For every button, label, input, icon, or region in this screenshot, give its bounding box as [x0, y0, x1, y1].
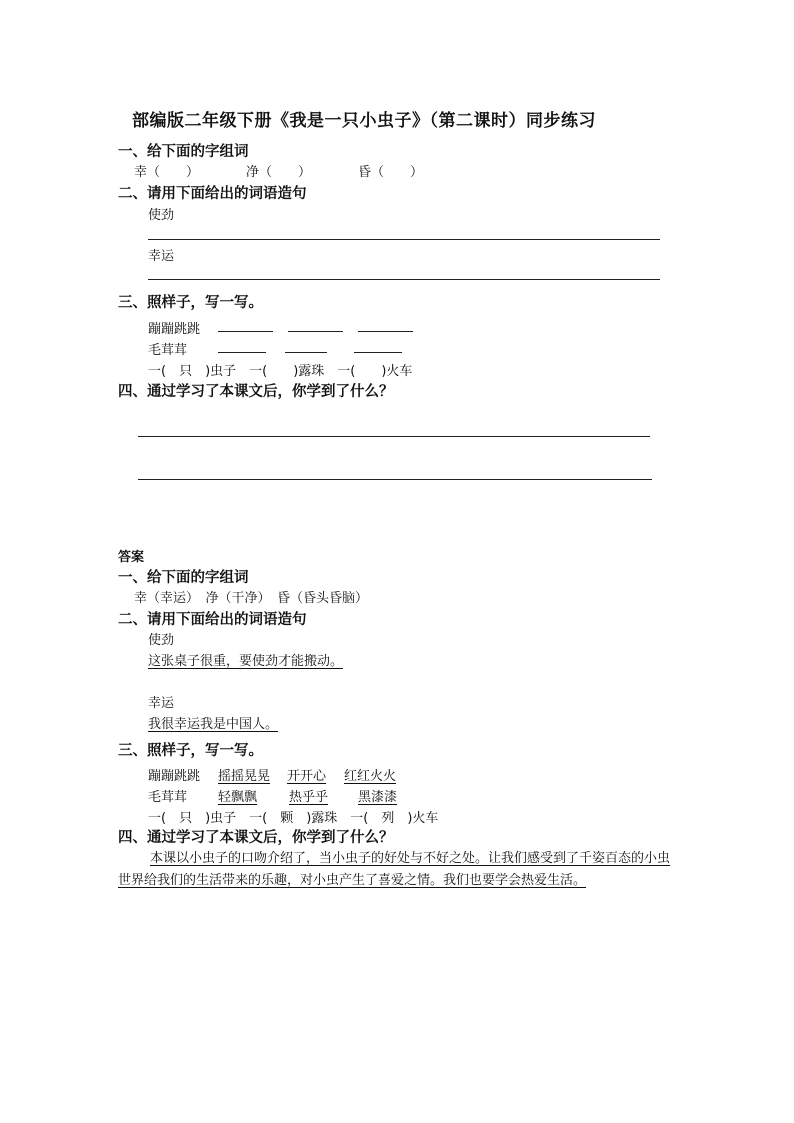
q3-row1-blank-3[interactable] — [358, 331, 413, 332]
answers-q3-row2-answer-1: 轻飘飘 — [218, 790, 258, 805]
q3-heading: 三、照样子，写一写。 — [118, 295, 263, 311]
answers-q3-row1-answer-1: 摇摇晃晃 — [218, 769, 271, 784]
q4-heading: 四、通过学习了本课文后，你学到了什么？ — [118, 384, 394, 400]
q3-row2-label: 毛茸茸 — [148, 343, 188, 358]
answers-q3-row2-answer-2: 热乎乎 — [289, 790, 329, 805]
q2-word-shijin: 使劲 — [148, 208, 175, 223]
answers-q2-word-shijin: 使劲 — [148, 633, 175, 648]
q3-row2-blank-1[interactable] — [218, 352, 266, 353]
q1-item-jing: 净（ ） — [246, 165, 312, 180]
q4-answer-line-1[interactable] — [138, 436, 650, 437]
q3-row1-blank-1[interactable] — [218, 331, 273, 332]
answers-q2-word-xingyun: 幸运 — [148, 696, 175, 711]
q2-answer-line-2[interactable] — [148, 279, 660, 280]
q2-answer-line-1[interactable] — [148, 239, 660, 240]
q1-heading: 一、给下面的字组词 — [118, 144, 249, 160]
answers-q1-heading: 一、给下面的字组词 — [118, 570, 249, 586]
q3-row3: 一( 只 )虫子 一( )露珠 一( )火车 — [148, 364, 413, 379]
q2-heading: 二、请用下面给出的词语造句 — [118, 186, 307, 202]
q3-row2-blank-2[interactable] — [285, 352, 327, 353]
q3-row2-blank-3[interactable] — [354, 352, 402, 353]
q3-row1-label: 蹦蹦跳跳 — [148, 322, 201, 337]
answers-q3-row1-label: 蹦蹦跳跳 — [148, 769, 201, 784]
answers-q2-sentence-1: 这张桌子很重，要使劲才能搬动。 — [148, 654, 344, 669]
answers-q3-row3: 一( 只 )虫子 一( 颗 )露珠 一( 列 )火车 — [148, 811, 439, 826]
q3-row1-blank-2[interactable] — [288, 331, 343, 332]
answers-q4-heading: 四、通过学习了本课文后，你学到了什么？ — [118, 830, 394, 846]
q4-answer-line-2[interactable] — [138, 479, 652, 480]
answers-q3-row1-answer-3: 红红火火 — [344, 769, 397, 784]
answers-q2-heading: 二、请用下面给出的词语造句 — [118, 612, 307, 628]
answers-q3-row2-answer-3: 黑漆漆 — [358, 790, 398, 805]
page-title: 部编版二年级下册《我是一只小虫子》（第二课时）同步练习 — [132, 111, 596, 131]
answers-label: 答案 — [118, 550, 145, 565]
q1-item-hun: 昏（ ） — [358, 165, 424, 180]
answers-q4-answer: 本课以小虫子的口吻介绍了，当小虫子的好处与不好之处。让我们感受到了千姿百态的小虫世界给我们的生活带来的乐趣，对小虫产生了喜爱之情。我们也要学会热爱生活。 — [118, 851, 671, 888]
q1-item-xing: 幸（ ） — [134, 165, 200, 180]
answers-q3-row2-label: 毛茸茸 — [148, 790, 188, 805]
answers-q3-row1-answer-2: 开开心 — [287, 769, 327, 784]
answers-q1-answer: 幸（幸运） 净（干净） 昏（昏头昏脑） — [134, 591, 369, 606]
q2-word-xingyun: 幸运 — [148, 249, 175, 264]
answers-q4-paragraph — [118, 848, 670, 892]
answers-q3-heading: 三、照样子，写一写。 — [118, 743, 263, 759]
answers-q2-sentence-2: 我很幸运我是中国人。 — [148, 717, 279, 732]
